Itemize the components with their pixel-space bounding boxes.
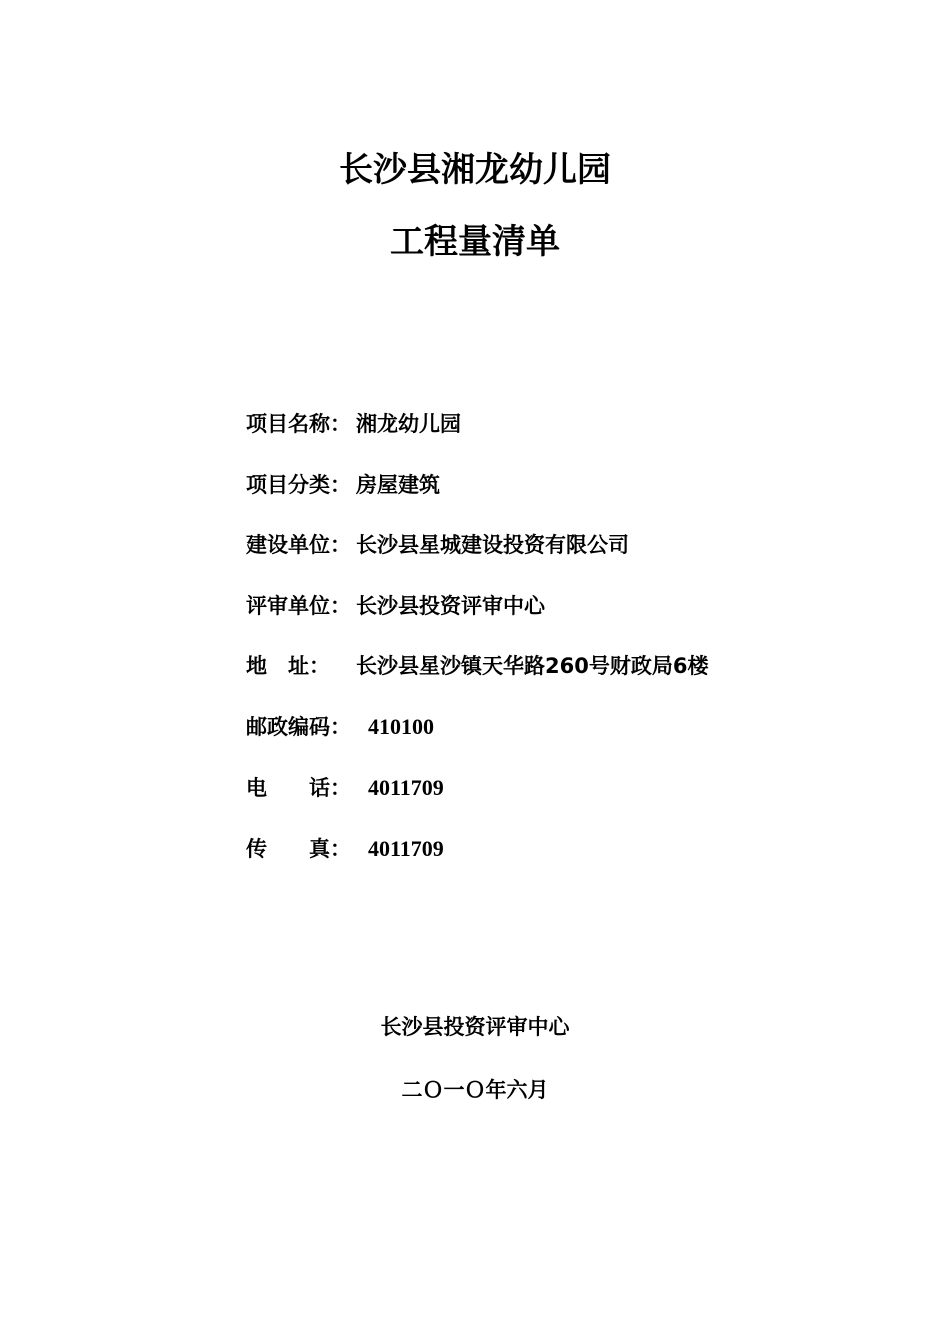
document-subtitle: 工程量清单: [390, 222, 560, 262]
info-label: 电 话：: [246, 776, 351, 800]
info-value: 4011709: [368, 775, 444, 800]
info-row-project-name: [246, 409, 461, 439]
info-label: 邮政编码：: [246, 715, 351, 739]
info-label: 传 真：: [246, 837, 351, 861]
info-label: 项目名称：: [246, 412, 351, 436]
info-value: 长沙县星城建设投资有限公司: [356, 533, 629, 557]
info-value: 房屋建筑: [356, 473, 440, 497]
info-value: 湘龙幼儿园: [356, 412, 461, 436]
info-row-address: [246, 651, 709, 681]
info-value: 4011709: [368, 836, 444, 861]
info-row-postal-code: [246, 712, 434, 742]
footer-date: 二Ｏ一Ｏ年六月: [401, 1078, 549, 1102]
info-label: 评审单位：: [246, 594, 351, 618]
info-row-fax: [246, 834, 444, 864]
footer-organization: 长沙县投资评审中心: [380, 1015, 570, 1039]
info-row-phone: [246, 773, 444, 803]
info-label: 建设单位：: [246, 533, 351, 557]
info-value: 410100: [368, 714, 434, 739]
info-value: 长沙县星沙镇天华路260号财政局6楼: [356, 654, 709, 678]
info-value: 长沙县投资评审中心: [356, 594, 545, 618]
info-row-construction-unit: [246, 530, 629, 560]
document-title: 长沙县湘龙幼儿园: [339, 150, 611, 190]
info-row-project-category: [246, 470, 440, 500]
info-row-review-unit: [246, 591, 545, 621]
info-label: 地 址：: [246, 654, 330, 678]
info-label: 项目分类：: [246, 473, 351, 497]
